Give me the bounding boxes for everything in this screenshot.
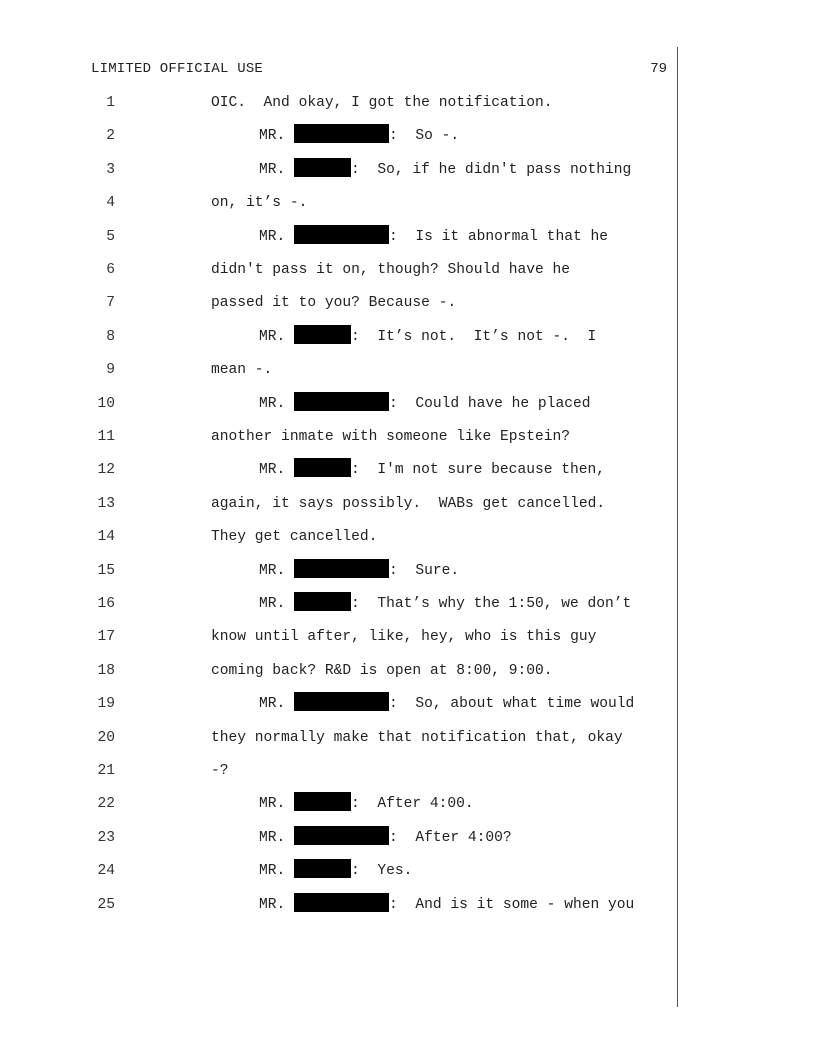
transcript-line [0,859,816,883]
line-number: 14 [97,529,115,546]
line-number: 24 [97,863,115,880]
redaction-block [294,592,351,611]
speaker-title: MR. [259,161,286,178]
transcript-line [0,692,816,716]
redaction-block [294,692,389,711]
speaker-statement: : And is it some - when you [389,896,635,913]
redaction-block [294,792,351,811]
speaker-line-text [259,392,590,416]
transcript-line [0,659,816,683]
transcript-line [0,559,816,583]
line-number: 25 [97,896,115,913]
speaker-line-text [259,826,512,850]
line-text: OIC. And okay, I got the notification. [211,95,553,111]
speaker-line-text [259,458,605,482]
line-number: 1 [106,95,115,111]
speaker-title: MR. [259,328,286,345]
redaction-block [294,458,351,477]
speaker-title: MR. [259,462,286,479]
line-number: 13 [97,495,115,512]
line-number: 5 [106,228,115,245]
speaker-statement: : It’s not. It’s not -. I [351,328,597,345]
page-number: 79 [650,61,667,77]
line-number: 16 [97,596,115,612]
line-number: 4 [106,195,115,212]
speaker-line-text [259,893,634,917]
redaction-block [294,859,351,878]
speaker-title: MR. [259,896,286,913]
transcript-line [0,492,816,516]
redaction-block [294,893,389,912]
speaker-statement: : So -. [389,128,460,145]
line-number: 20 [97,729,115,746]
classification-header: LIMITED OFFICIAL USE [91,61,264,77]
speaker-title: MR. [259,696,286,713]
line-number: 17 [97,629,115,646]
speaker-line-text [259,124,459,148]
line-number: 7 [106,295,115,312]
line-text: coming back? R&D is open at 8:00, 9:00. [211,662,553,679]
line-number: 8 [106,328,115,345]
speaker-title: MR. [259,128,286,145]
speaker-line-text [259,225,608,249]
line-number: 15 [97,562,115,579]
transcript-line [0,91,816,115]
speaker-title: MR. [259,562,286,579]
transcript-line [0,258,816,282]
transcript-line [0,425,816,449]
line-number: 2 [106,128,115,145]
speaker-statement: : So, if he didn't pass nothing [351,161,632,178]
line-number: 6 [106,262,115,278]
speaker-title: MR. [259,829,286,846]
line-number: 3 [106,161,115,178]
transcript-line [0,124,816,148]
speaker-title: MR. [259,796,286,813]
line-text: again, it says possibly. WABs get cancelled. [211,495,606,512]
line-text: know until after, like, hey, who is this guy [211,629,597,646]
speaker-title: MR. [259,596,286,612]
speaker-title: MR. [259,395,286,412]
transcript-line [0,726,816,750]
speaker-statement: : I'm not sure because then, [351,462,606,479]
transcript-line [0,325,816,349]
speaker-statement: : Yes. [351,863,413,880]
speaker-statement: : Is it abnormal that he [389,228,608,245]
line-text: didn't pass it on, though? Should have he [211,262,571,278]
transcript-line [0,826,816,850]
speaker-line-text [259,325,596,349]
transcript-line [0,592,816,616]
line-text: mean -. [211,362,273,379]
redaction-block [294,392,389,411]
speaker-statement: : That’s why the 1:50, we don’t [351,596,632,612]
transcript-line [0,291,816,315]
speaker-line-text [259,692,634,716]
line-number: 11 [97,429,115,445]
transcript-line [0,759,816,783]
speaker-statement: : Could have he placed [389,395,591,412]
transcript-line [0,625,816,649]
transcript-line [0,225,816,249]
redaction-block [294,325,351,344]
speaker-line-text [259,158,631,182]
speaker-line-text [259,792,474,816]
speaker-statement: : So, about what time would [389,696,635,713]
transcript-line [0,392,816,416]
redaction-block [294,124,389,143]
speaker-title: MR. [259,228,286,245]
redaction-block [294,158,351,177]
line-number: 23 [97,829,115,846]
redaction-block [294,225,389,244]
line-text: another inmate with someone like Epstein? [211,429,571,445]
transcript-line [0,358,816,382]
speaker-statement: : After 4:00. [351,796,474,813]
line-number: 18 [97,662,115,679]
line-text: passed it to you? Because -. [211,295,457,312]
line-text: -? [211,763,229,779]
line-number: 21 [97,763,115,779]
transcript-line [0,458,816,482]
transcript-line [0,191,816,215]
line-text: on, it’s -. [211,195,308,212]
speaker-statement: : After 4:00? [389,829,512,846]
transcript-line [0,792,816,816]
speaker-title: MR. [259,863,286,880]
line-number: 9 [106,362,115,379]
speaker-statement: : Sure. [389,562,460,579]
redaction-block [294,559,389,578]
speaker-line-text [259,559,459,583]
line-text: They get cancelled. [211,529,378,546]
speaker-line-text [259,592,631,616]
transcript-line [0,525,816,549]
line-number: 19 [97,696,115,713]
line-number: 22 [97,796,115,813]
transcript-line [0,158,816,182]
line-number: 10 [97,395,115,412]
line-text: they normally make that notification that, okay [211,729,623,746]
speaker-line-text [259,859,412,883]
redaction-block [294,826,389,845]
line-number: 12 [97,462,115,479]
transcript-line [0,893,816,917]
